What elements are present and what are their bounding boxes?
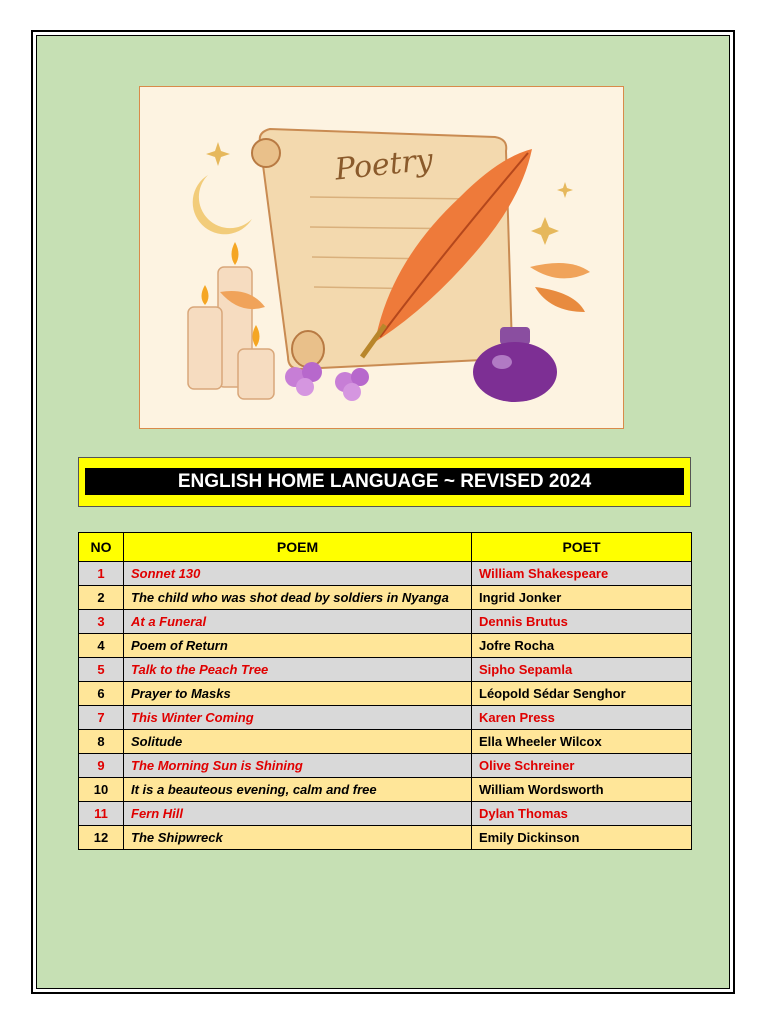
poems-table [78, 532, 692, 850]
table-row [79, 826, 692, 850]
row-number: 6 [79, 682, 124, 706]
row-number: 10 [79, 778, 124, 802]
poet-name: Ingrid Jonker [472, 586, 692, 610]
poetry-illustration [139, 86, 624, 429]
poem-title: Fern Hill [124, 802, 472, 826]
row-number: 8 [79, 730, 124, 754]
row-number: 11 [79, 802, 124, 826]
poem-title: Poem of Return [124, 634, 472, 658]
column-header-no: NO [79, 533, 124, 562]
poem-title: Prayer to Masks [124, 682, 472, 706]
poet-name: Jofre Rocha [472, 634, 692, 658]
row-number: 12 [79, 826, 124, 850]
table-row [79, 586, 692, 610]
poet-name: Dylan Thomas [472, 802, 692, 826]
table-row [79, 706, 692, 730]
poet-name: William Shakespeare [472, 562, 692, 586]
poem-title: The child who was shot dead by soldiers in Nyanga [124, 586, 472, 610]
scroll-title-text: Poetry [333, 142, 435, 188]
table-row [79, 562, 692, 586]
poem-title: Talk to the Peach Tree [124, 658, 472, 682]
row-number: 2 [79, 586, 124, 610]
poem-title: Sonnet 130 [124, 562, 472, 586]
row-number: 7 [79, 706, 124, 730]
table-row [79, 658, 692, 682]
table-row [79, 754, 692, 778]
table-header-row [79, 533, 692, 562]
poem-title: At a Funeral [124, 610, 472, 634]
title-banner [78, 457, 691, 507]
row-number: 1 [79, 562, 124, 586]
poet-name: Olive Schreiner [472, 754, 692, 778]
table-row [79, 610, 692, 634]
banner-title: ENGLISH HOME LANGUAGE ~ REVISED 2024 [85, 468, 684, 495]
table-row [79, 778, 692, 802]
poem-title: The Morning Sun is Shining [124, 754, 472, 778]
column-header-poet: POET [472, 533, 692, 562]
poet-name: Emily Dickinson [472, 826, 692, 850]
table-row [79, 730, 692, 754]
row-number: 3 [79, 610, 124, 634]
poet-name: Léopold Sédar Senghor [472, 682, 692, 706]
row-number: 5 [79, 658, 124, 682]
column-header-poem: POEM [124, 533, 472, 562]
row-number: 4 [79, 634, 124, 658]
table-row [79, 802, 692, 826]
poem-title: It is a beauteous evening, calm and free [124, 778, 472, 802]
poet-name: Dennis Brutus [472, 610, 692, 634]
poet-name: Ella Wheeler Wilcox [472, 730, 692, 754]
row-number: 9 [79, 754, 124, 778]
table-row [79, 682, 692, 706]
poet-name: William Wordsworth [472, 778, 692, 802]
poem-title: The Shipwreck [124, 826, 472, 850]
poem-title: This Winter Coming [124, 706, 472, 730]
poet-name: Karen Press [472, 706, 692, 730]
poem-title: Solitude [124, 730, 472, 754]
poet-name: Sipho Sepamla [472, 658, 692, 682]
table-row [79, 634, 692, 658]
